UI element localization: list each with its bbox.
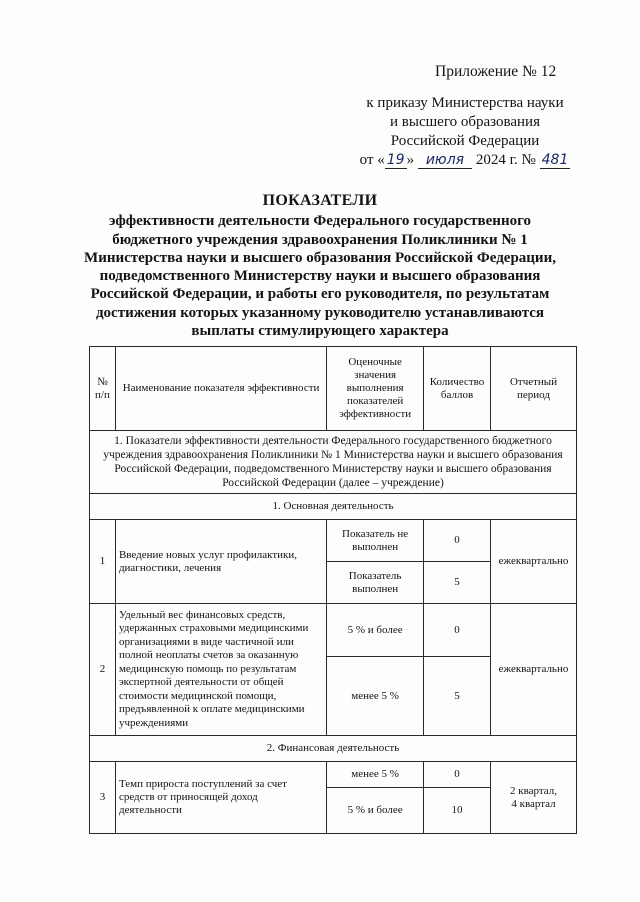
row3-points-1: 0 [424, 762, 491, 788]
table-row [90, 520, 577, 562]
section-2-row [90, 736, 577, 762]
date-month-handwritten: июля [418, 152, 472, 169]
section-1-row [90, 494, 577, 520]
section-1-title: 1. Основная деятельность [90, 494, 577, 520]
title-line-4: подведомственного Министерству науки и высшего образования [99, 268, 541, 285]
order-number-handwritten: 481 [541, 152, 569, 168]
row2-option-1: 5 % и более [327, 604, 424, 657]
appendix-order-line: к приказу Министерства науки [366, 95, 564, 111]
title-line-2: бюджетного учреждения здравоохранения Поликлиники № 1 [112, 231, 528, 248]
header-points: Количество баллов [424, 347, 491, 431]
row2-name: Удельный вес финансовых средств, удержанных страховыми медицинскими организациями в виде частичной или полной неоплаты счетов за оказанную медицинскую помощь по результатам экспертной деятельности от общей стоимости медицинской помощи, предъявленной к оплате медицинскими учреждениями [115, 604, 326, 736]
appendix-block [340, 62, 590, 170]
title-line-5: Российской Федерации, и работы его руководителя, по результатам [90, 286, 550, 303]
date-prefix: от « [359, 152, 385, 168]
group-title: 1. Показатели эффективности деятельности Федерального государственного бюджетного учреждения здравоохранения Поликлиники № 1 Министерства науки и высшего образования Российской Федерации, подведомственного Министерству науки и высшего образования Российской Федерации (далее – учреждение) [90, 431, 577, 494]
table-header-row [90, 347, 577, 431]
row1-points-2: 5 [424, 562, 491, 604]
appendix-ministry-line: и высшего образования [390, 114, 540, 130]
row3-option-2: 5 % и более [327, 788, 424, 834]
indicators-table [89, 346, 577, 834]
row3-period-line-1: 2 квартал, [509, 784, 558, 797]
title-heading: ПОКАЗАТЕЛИ [262, 192, 378, 209]
header-name: Наименование показателя эффективности [115, 347, 326, 431]
appendix-federation-line: Российской Федерации [390, 133, 540, 149]
date-mid: » [406, 152, 415, 168]
row1-period: ежеквартально [491, 520, 577, 604]
row3-period-line-2: 4 квартал [511, 797, 556, 810]
row3-name: Темп прироста поступлений за счет средств от приносящей доход деятельности [115, 762, 326, 834]
row2-points-2: 5 [424, 657, 491, 736]
row2-num: 2 [90, 604, 116, 736]
row3-num: 3 [90, 762, 116, 834]
title-line-3: Министерства науки и высшего образования Российской Федерации, [84, 249, 556, 266]
row3-points-2: 10 [424, 788, 491, 834]
date-day-handwritten: 19 [386, 152, 405, 168]
row3-period [491, 762, 577, 834]
section-2-title: 2. Финансовая деятельность [90, 736, 577, 762]
group-title-row [90, 431, 577, 494]
row2-period: ежеквартально [491, 604, 577, 736]
row1-option-2: Показатель выполнен [327, 562, 424, 604]
row2-points-1: 0 [424, 604, 491, 657]
header-period: Отчетный период [491, 347, 577, 431]
header-num: № п/п [90, 347, 116, 431]
appendix-number: Приложение № 12 [435, 63, 557, 80]
row1-points-1: 0 [424, 520, 491, 562]
title-line-6: достижения которых указанному руководителю устанавливаются [95, 304, 545, 321]
appendix-date-line [340, 151, 590, 170]
title-line-1: эффективности деятельности Федерального государственного [108, 213, 532, 230]
title-line-7: выплаты стимулирующего характера [191, 323, 449, 340]
date-year: 2024 г. № [475, 152, 536, 168]
row1-option-1: Показатель не выполнен [327, 520, 424, 562]
row1-name: Введение новых услуг профилактики, диагностики, лечения [115, 520, 326, 604]
table-row [90, 762, 577, 788]
header-estimated: Оценочные значения выполнения показателей эффективности [327, 347, 424, 431]
row2-option-2: менее 5 % [327, 657, 424, 736]
document-title [70, 192, 570, 340]
table-row [90, 604, 577, 657]
row3-option-1: менее 5 % [327, 762, 424, 788]
row1-num: 1 [90, 520, 116, 604]
